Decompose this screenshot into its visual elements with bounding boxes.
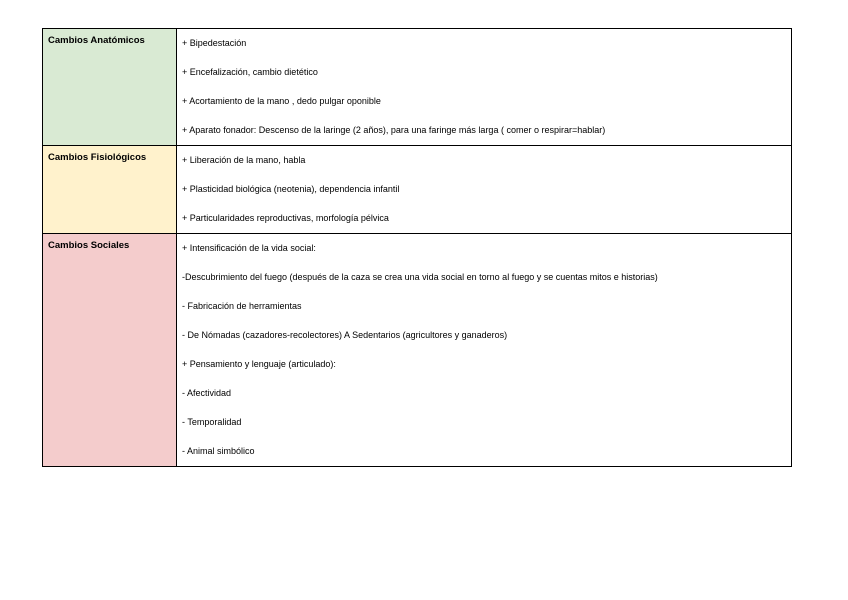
category-label: Cambios Fisiológicos (48, 152, 147, 163)
table-row-anatomicos (43, 29, 792, 146)
list-item: - Animal simbólico (182, 446, 255, 456)
list-item: + Acortamiento de la mano , dedo pulgar oponible (182, 96, 381, 106)
items-cell-anatomicos (177, 29, 792, 146)
list-item: + Liberación de la mano, habla (182, 155, 306, 165)
list-item: -Descubrimiento del fuego (después de la caza se crea una vida social en torno al fuego y se cuentas mitos e historias) (182, 272, 658, 282)
list-item: + Particularidades reproductivas, morfología pélvica (182, 213, 389, 223)
changes-table (42, 28, 792, 467)
category-label: Cambios Anatómicos (48, 35, 145, 46)
table-row-sociales (43, 234, 792, 467)
list-item: - Fabricación de herramientas (182, 301, 302, 311)
category-cell-anatomicos (43, 29, 177, 146)
list-item: - Temporalidad (182, 417, 242, 427)
table-row-fisiologicos (43, 146, 792, 234)
list-item: - Afectividad (182, 388, 232, 398)
list-item: + Intensificación de la vida social: (182, 243, 316, 253)
list-item: + Aparato fonador: Descenso de la laringe (2 años), para una faringe más larga ( comer o respirar=hablar) (182, 125, 606, 135)
list-item: + Plasticidad biológica (neotenia), dependencia infantil (182, 184, 400, 194)
list-item: - De Nómadas (cazadores-recolectores) A Sedentarios (agricultores y ganaderos) (182, 330, 508, 340)
category-cell-fisiologicos (43, 146, 177, 234)
items-cell-fisiologicos (177, 146, 792, 234)
items-cell-sociales (177, 234, 792, 467)
category-label: Cambios Sociales (48, 240, 130, 251)
list-item: + Pensamiento y lenguaje (articulado): (182, 359, 336, 369)
list-item: + Bipedestación (182, 38, 247, 48)
list-item: + Encefalización, cambio dietético (182, 67, 318, 77)
category-cell-sociales (43, 234, 177, 467)
